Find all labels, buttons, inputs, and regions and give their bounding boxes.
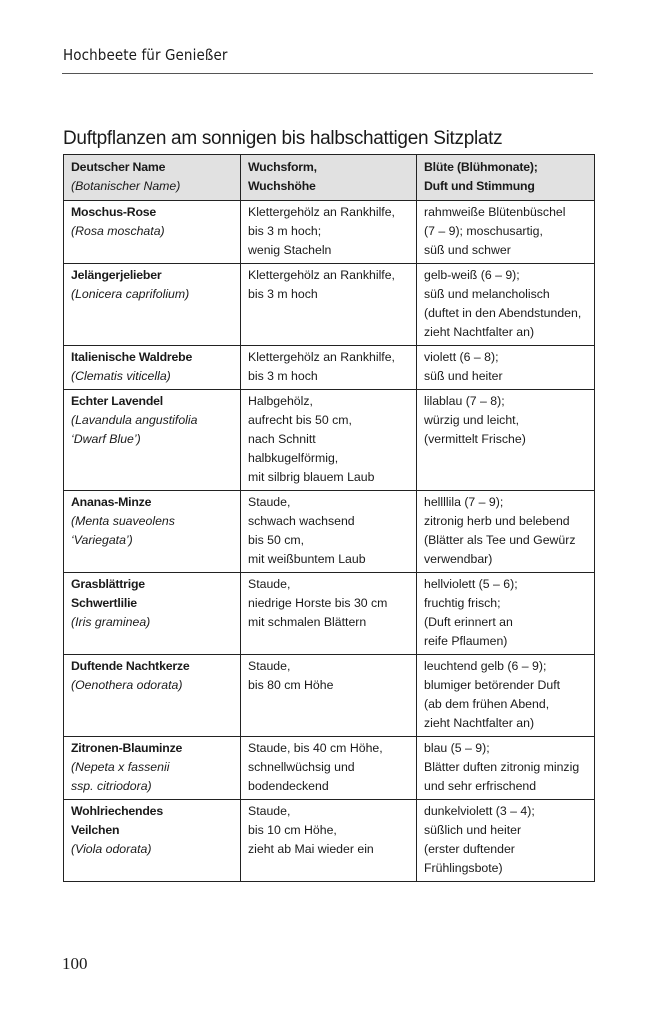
growth-line: bis 3 m hoch [248, 369, 318, 383]
bloom-line: (erster duftender [424, 842, 515, 856]
bloom-line: fruchtig frisch; [424, 596, 501, 610]
header-botanical-label: (Botanischer Name) [71, 179, 181, 193]
growth-line: schwach wachsend [248, 514, 355, 528]
growth-line: bis 3 m hoch; [248, 224, 322, 238]
plant-name-cell [64, 390, 241, 491]
growth-cell [241, 737, 417, 800]
bloom-cell [417, 573, 595, 655]
table-row [64, 264, 595, 346]
header-cell-growth [241, 155, 417, 201]
bloom-line: lilablau (7 – 8); [424, 394, 505, 408]
running-head: Hochbeete für Genießer [63, 46, 228, 64]
plant-name: Zitronen-Blauminze [71, 741, 183, 755]
bloom-line: (ab dem frühen Abend, [424, 697, 550, 711]
plant-name: Jelängerjelieber [71, 268, 162, 282]
bloom-line: verwendbar) [424, 552, 493, 566]
section-title: Duftpflanzen am sonnigen bis halbschattigen Sitzplatz [63, 128, 503, 149]
plant-name-cell [64, 346, 241, 390]
growth-line: bis 10 cm Höhe, [248, 823, 337, 837]
growth-line: bis 3 m hoch [248, 287, 318, 301]
bloom-line: Blätter duften zitronig minzig [424, 760, 580, 774]
header-cell-bloom [417, 155, 595, 201]
growth-cell [241, 573, 417, 655]
growth-cell [241, 264, 417, 346]
bloom-cell [417, 264, 595, 346]
growth-line: niedrige Horste bis 30 cm [248, 596, 388, 610]
plant-name-cell [64, 737, 241, 800]
plant-name-cell [64, 800, 241, 882]
plant-name: Echter Lavendel [71, 394, 163, 408]
growth-cell [241, 800, 417, 882]
growth-line: Klettergehölz an Rankhilfe, [248, 350, 395, 364]
bloom-line: zitronig herb und belebend [424, 514, 570, 528]
plant-name-cell [64, 264, 241, 346]
table-row [64, 655, 595, 737]
botanical-name: (Rosa moschata) [71, 224, 165, 238]
table-row [64, 201, 595, 264]
bloom-line: rahmweiße Blütenbüschel [424, 205, 566, 219]
botanical-name: ‘Dwarf Blue’) [71, 432, 141, 446]
plant-name: Moschus-Rose [71, 205, 157, 219]
bloom-line: zieht Nachtfalter an) [424, 716, 535, 730]
growth-line: Staude, [248, 804, 291, 818]
header-growth-line-1: Wuchsform, [248, 160, 317, 174]
plant-name-cell [64, 201, 241, 264]
bloom-line: blumiger betörender Duft [424, 678, 561, 692]
table-row [64, 390, 595, 491]
growth-cell [241, 491, 417, 573]
plant-name: Grasblättrige [71, 577, 145, 591]
bloom-line: (7 – 9); moschusartig, [424, 224, 543, 238]
botanical-name: (Viola odorata) [71, 842, 152, 856]
bloom-line: violett (6 – 8); [424, 350, 499, 364]
header-name-label: Deutscher Name [71, 160, 166, 174]
bloom-cell [417, 201, 595, 264]
botanical-name: (Nepeta x fassenii [71, 760, 170, 774]
bloom-line: (Blätter als Tee und Gewürz [424, 533, 576, 547]
plant-name-cell [64, 573, 241, 655]
bloom-line: süß und melancholisch [424, 287, 550, 301]
botanical-name: (Oenothera odorata) [71, 678, 183, 692]
header-rule [62, 73, 593, 74]
table-row [64, 491, 595, 573]
botanical-name: (Lonicera caprifolium) [71, 287, 190, 301]
plant-name-cell [64, 655, 241, 737]
bloom-line: blau (5 – 9); [424, 741, 490, 755]
plant-name: Wohlriechendes [71, 804, 163, 818]
plant-name: Schwertlilie [71, 596, 137, 610]
bloom-line: süß und heiter [424, 369, 503, 383]
plant-name: Ananas-Minze [71, 495, 152, 509]
table-row [64, 573, 595, 655]
bloom-line: zieht Nachtfalter an) [424, 325, 535, 339]
growth-line: mit weißbuntem Laub [248, 552, 366, 566]
growth-line: bodendeckend [248, 779, 329, 793]
growth-line: Staude, [248, 495, 291, 509]
bloom-line: (duftet in den Abendstunden, [424, 306, 582, 320]
botanical-name: (Iris graminea) [71, 615, 151, 629]
bloom-cell [417, 655, 595, 737]
bloom-line: leuchtend gelb (6 – 9); [424, 659, 547, 673]
bloom-line: gelb-weiß (6 – 9); [424, 268, 520, 282]
growth-line: Staude, bis 40 cm Höhe, [248, 741, 383, 755]
header-growth-line-2: Wuchshöhe [248, 179, 316, 193]
bloom-line: reife Pflaumen) [424, 634, 508, 648]
growth-line: zieht ab Mai wieder ein [248, 842, 374, 856]
fragrant-plants-table [63, 154, 595, 882]
bloom-cell [417, 346, 595, 390]
growth-cell [241, 390, 417, 491]
growth-cell [241, 655, 417, 737]
bloom-cell [417, 737, 595, 800]
table-row [64, 737, 595, 800]
growth-cell [241, 346, 417, 390]
botanical-name: (Clematis viticella) [71, 369, 171, 383]
bloom-line: süßlich und heiter [424, 823, 522, 837]
botanical-name: (Lavandula angustifolia [71, 413, 198, 427]
plant-name: Veilchen [71, 823, 120, 837]
header-bloom-line-2: Duft und Stimmung [424, 179, 535, 193]
bloom-line: hellviolett (5 – 6); [424, 577, 518, 591]
growth-line: Klettergehölz an Rankhilfe, [248, 205, 395, 219]
growth-cell [241, 201, 417, 264]
botanical-name: ssp. citriodora) [71, 779, 152, 793]
bloom-line: (vermittelt Frische) [424, 432, 526, 446]
bloom-cell [417, 491, 595, 573]
growth-line: bis 50 cm, [248, 533, 305, 547]
bloom-line: Frühlingsbote) [424, 861, 503, 875]
growth-line: wenig Stacheln [248, 243, 332, 257]
header-bloom-line-1: Blüte (Blühmonate); [424, 160, 538, 174]
table-body [64, 201, 595, 882]
bloom-line: dunkelviolett (3 – 4); [424, 804, 535, 818]
table-header [64, 155, 595, 201]
growth-line: Klettergehölz an Rankhilfe, [248, 268, 395, 282]
bloom-line: und sehr erfrischend [424, 779, 537, 793]
bloom-line: (Duft erinnert an [424, 615, 513, 629]
growth-line: halbkugelförmig, [248, 451, 339, 465]
bloom-line: süß und schwer [424, 243, 511, 257]
plant-name: Italienische Waldrebe [71, 350, 193, 364]
bloom-cell [417, 800, 595, 882]
header-row [64, 155, 595, 201]
table-row [64, 346, 595, 390]
header-cell-name [64, 155, 241, 201]
growth-line: nach Schnitt [248, 432, 316, 446]
bloom-line: würzig und leicht, [424, 413, 520, 427]
plant-name-cell [64, 491, 241, 573]
growth-line: mit silbrig blauem Laub [248, 470, 375, 484]
growth-line: Staude, [248, 577, 291, 591]
page-number: 100 [62, 954, 88, 973]
growth-line: aufrecht bis 50 cm, [248, 413, 352, 427]
growth-line: schnellwüchsig und [248, 760, 355, 774]
plant-name: Duftende Nachtkerze [71, 659, 190, 673]
bloom-cell [417, 390, 595, 491]
growth-line: Halbgehölz, [248, 394, 313, 408]
bloom-line: hellllila (7 – 9); [424, 495, 504, 509]
growth-line: Staude, [248, 659, 291, 673]
botanical-name: (Menta suaveolens [71, 514, 175, 528]
botanical-name: ‘Variegata’) [71, 533, 133, 547]
growth-line: mit schmalen Blättern [248, 615, 367, 629]
table-row [64, 800, 595, 882]
growth-line: bis 80 cm Höhe [248, 678, 334, 692]
